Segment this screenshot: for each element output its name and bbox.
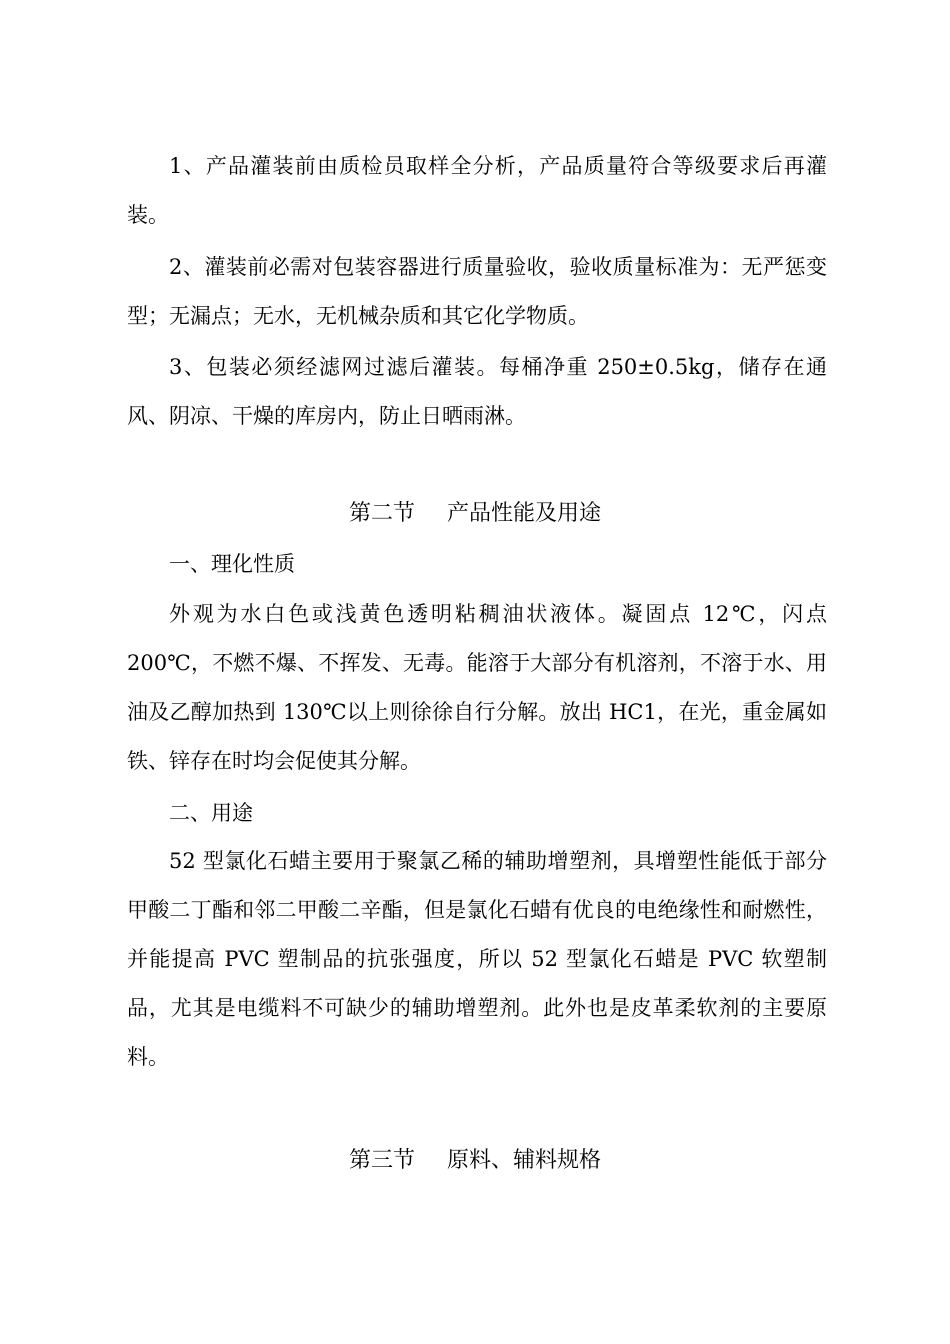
subheading-properties: 一、理化性质	[169, 552, 295, 576]
section-3-heading	[0, 1146, 950, 1176]
packaging-item-3: 3、包装必须经滤网过滤后灌装。每桶净重 250±0.5kg，储存在通风、阴凉、干燥的库房内，防止日晒雨淋。	[127, 355, 827, 428]
packaging-item-1: 1、产品灌装前由质检员取样全分析，产品质量符合等级要求后再灌装。	[127, 154, 827, 227]
section-2-heading	[0, 499, 950, 529]
section-2-number: 第二节	[348, 501, 415, 526]
uses-text: 52 型氯化石蜡主要用于聚氯乙稀的辅助增塑剂，具增塑性能低于部分甲酸二丁酯和邻二甲酸二辛酯，但是氯化石蜡有优良的电绝缘性和耐燃性，并能提高 PVC 塑制品的抗张强度，所以 52 型氯化石蜡是 PVC 软塑制品，尤其是电缆料不可缺少的辅助增塑剂。此外也是皮革柔软剂的主要原料。	[127, 849, 827, 1069]
subheading-uses: 二、用途	[169, 801, 253, 825]
section-2-title: 产品性能及用途	[447, 501, 602, 526]
section-3-title: 原料、辅料规格	[447, 1148, 602, 1173]
packaging-item-2: 2、灌装前必需对包装容器进行质量验收，验收质量标准为：无严惩变型；无漏点；无水，无机械杂质和其它化学物质。	[127, 255, 827, 328]
section-3-number: 第三节	[348, 1148, 415, 1173]
properties-text: 外观为水白色或浅黄色透明粘稠油状液体。凝固点 12℃，闪点200℃，不燃不爆、不挥发、无毒。能溶于大部分有机溶剂，不溶于水、用油及乙醇加热到 130℃以上则徐徐自行分解。放出 HC1，在光，重金属如铁、锌存在时均会促使其分解。	[127, 602, 827, 773]
